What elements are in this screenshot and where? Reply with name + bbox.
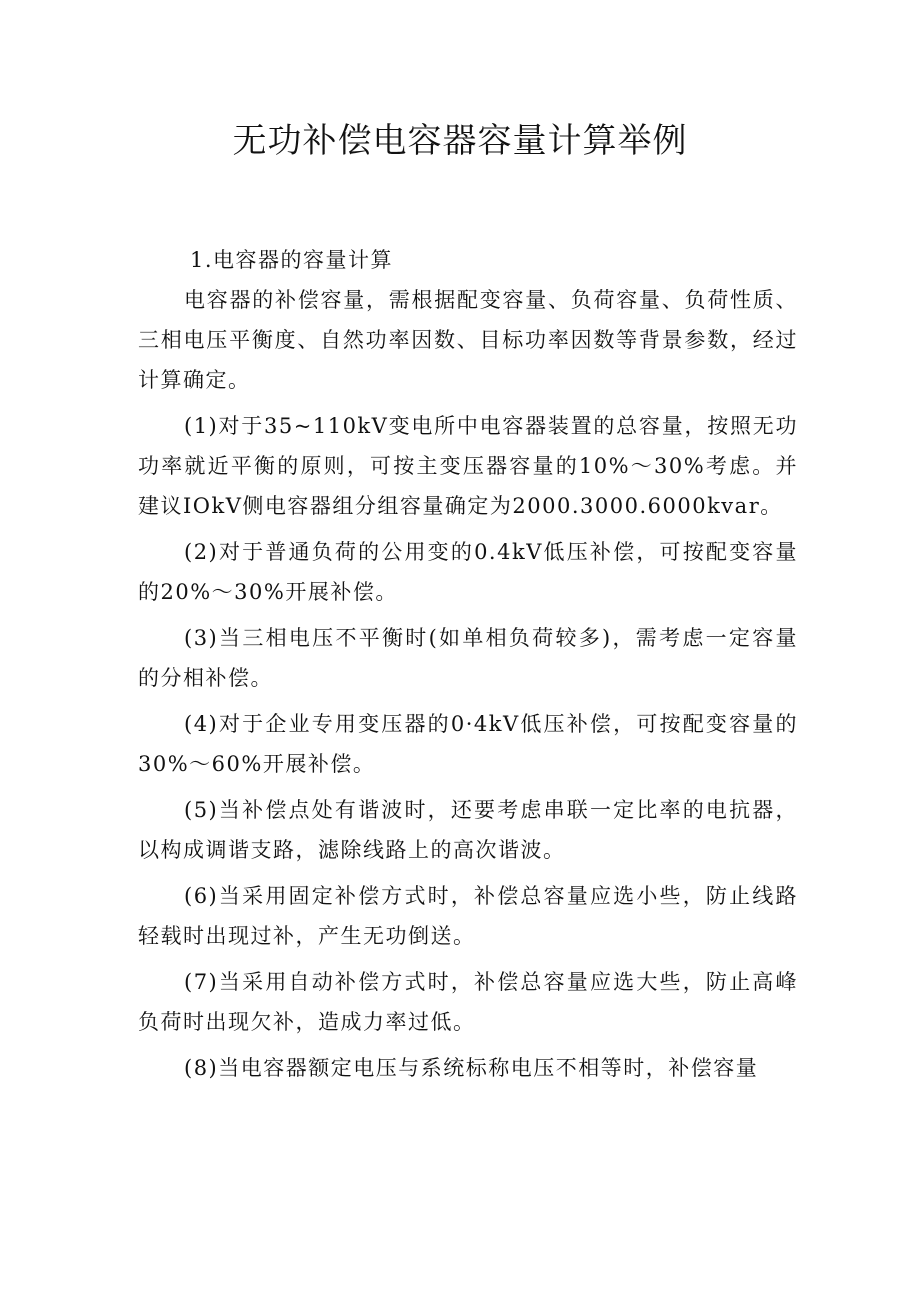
paragraph-item-1: (1)对于35~110kV变电所中电容器装置的总容量，按照无功功率就近平衡的原则，可按主变压器容量的10%～30%考虑。并建议IOkV侧电容器组分组容量确定为2000.3000.6000kvar。 (138, 414, 798, 518)
paragraph-item-4: (4)对于企业专用变压器的0·4kV低压补偿，可按配变容量的30%～60%开展补偿。 (138, 712, 798, 776)
paragraph-item-3: (3)当三相电压不平衡时(如单相负荷较多)，需考虑一定容量的分相补偿。 (138, 626, 798, 690)
paragraph-item-5: (5)当补偿点处有谐波时，还要考虑串联一定比率的电抗器，以构成调谐支路，滤除线路上的高次谐波。 (138, 798, 798, 862)
section-heading: 1.电容器的容量计算 (190, 248, 394, 272)
paragraph-item-7: (7)当采用自动补偿方式时，补偿总容量应选大些，防止高峰负荷时出现欠补，造成力率过低。 (138, 970, 798, 1034)
paragraph-item-8: (8)当电容器额定电压与系统标称电压不相等时，补偿容量 (184, 1056, 759, 1080)
document-title: 无功补偿电容器容量计算举例 (232, 121, 688, 161)
document-body (138, 240, 798, 1088)
paragraph-intro: 电容器的补偿容量，需根据配变容量、负荷容量、负荷性质、三相电压平衡度、自然功率因数、目标功率因数等背景参数，经过计算确定。 (138, 288, 798, 392)
paragraph-item-2: (2)对于普通负荷的公用变的0.4kV低压补偿，可按配变容量的20%～30%开展补偿。 (138, 540, 798, 604)
paragraph-item-6: (6)当采用固定补偿方式时，补偿总容量应选小些，防止线路轻载时出现过补，产生无功倒送。 (138, 884, 798, 948)
